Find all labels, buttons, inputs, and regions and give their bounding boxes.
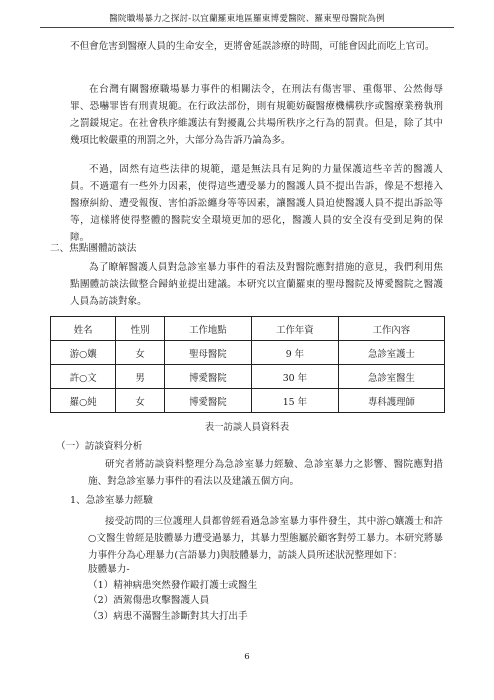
table-header-seniority: 工作年資: [251, 317, 338, 341]
table-cell: 9 年: [251, 341, 338, 365]
subsection-1-1-heading: 1、急診室暴力經驗: [70, 495, 153, 506]
running-header: 醫院職場暴力之探討-以宜蘭羅東地區羅東博愛醫院、羅東聖母醫院為例: [109, 14, 385, 24]
table-cell: 15 年: [251, 389, 338, 413]
table-cell: 聖母醫院: [164, 341, 251, 365]
table-header-gender: 性別: [116, 317, 165, 341]
table-cell: 許○文: [51, 365, 116, 389]
table-caption: 表一訪談人員資料表: [204, 422, 290, 433]
table-row: [51, 389, 445, 413]
table-cell: 博愛醫院: [164, 365, 251, 389]
body-violence-label: 肢體暴力-: [88, 564, 130, 575]
table-header-name: 姓名: [51, 317, 116, 341]
table-cell: 游○孃: [51, 341, 116, 365]
subsection-1-heading: （一）訪談資料分析: [56, 441, 143, 452]
table-cell: 30 年: [251, 365, 338, 389]
table-header-duty: 工作內容: [338, 317, 444, 341]
table-cell: 女: [116, 389, 165, 413]
section-2-heading: 二、焦點團體訪談法: [50, 243, 137, 254]
table-header-row: [51, 317, 445, 341]
list-item: （3）病患不滿醫生診斷對其大打出手: [88, 611, 248, 622]
table-row: [51, 341, 445, 365]
subsection-1-1-paragraph: 接受訪問的三位護理人員都曾經看過急診室暴力事件發生，其中游○孃護士和許○文醫生曾經是肢體暴力遭受過暴力，其暴力型態屬於顧客對勞工暴力。本研究將暴力事件分為心理暴力(言語暴力)與肢體暴力，訪談人員所述狀況整理如下：: [88, 516, 443, 561]
subsection-1-paragraph: 研究者將訪談資料整理分為急診室暴力經驗、急診室暴力之影響、醫院應對措施、對急診室暴力事件的看法以及建議五個方向。: [88, 459, 443, 487]
list-item: （1）精神病患突然發作毆打護士或醫生: [88, 580, 258, 591]
table-row: [51, 365, 445, 389]
paragraph-2: 在台灣有關醫療職場暴力事件的相關法令，在刑法有傷害罪、重傷罪、公然侮辱罪、恐嚇罪皆有刑責規範。在行政法部份，則有規範妨礙醫療機構秩序或醫療業務執刑之罰鍰規定。在社會秩序維護法有對擾亂公共場所秩序之行為的罰責。但是，除了其中幾項比較嚴重的刑罰之外，大部分為告訴乃論為多。: [70, 84, 443, 146]
table-header-workplace: 工作地點: [164, 317, 251, 341]
section-2-paragraph: 為了瞭解醫護人員對急診室暴力事件的看法及對醫院應對措施的意見，我們利用焦點團體訪談法做整合歸納並提出建議。本研究以宜蘭羅東的聖母醫院及博愛醫院之醫護人員為訪談對象。: [70, 262, 443, 307]
table-cell: 女: [116, 341, 165, 365]
table-cell: 羅○純: [51, 389, 116, 413]
table-cell: 男: [116, 365, 165, 389]
paragraph-3: 不過，固然有這些法律的規範，還是無法具有足夠的力量保護這些辛苦的醫護人員。不過還有一些外力因素，使得這些遭受暴力的醫護人員不提出告訴，像是不想捲入醫療糾紛、遭受報復、害怕訴訟纏身等等因素，讓醫護人員迫使醫護人員不提出訴訟等等，這樣將使得整體的醫院安全環境更加的惡化，醫護人員的安全沒有受到足夠的保障。: [70, 164, 443, 243]
table-cell: 急診室護士: [338, 341, 444, 365]
list-item: （2）酒駕傷患攻擊醫護人員: [88, 595, 210, 606]
interviewee-table: [50, 316, 445, 413]
table-cell: 急診室醫生: [338, 365, 444, 389]
paragraph-1: 不但會危害到醫療人員的生命安全，更將會延誤診療的時間，可能會因此而吃上官司。: [70, 41, 435, 52]
table-cell: 專科護理師: [338, 389, 444, 413]
page-number: 6: [244, 652, 250, 662]
table-cell: 博愛醫院: [164, 389, 251, 413]
header-rule: [40, 27, 454, 28]
